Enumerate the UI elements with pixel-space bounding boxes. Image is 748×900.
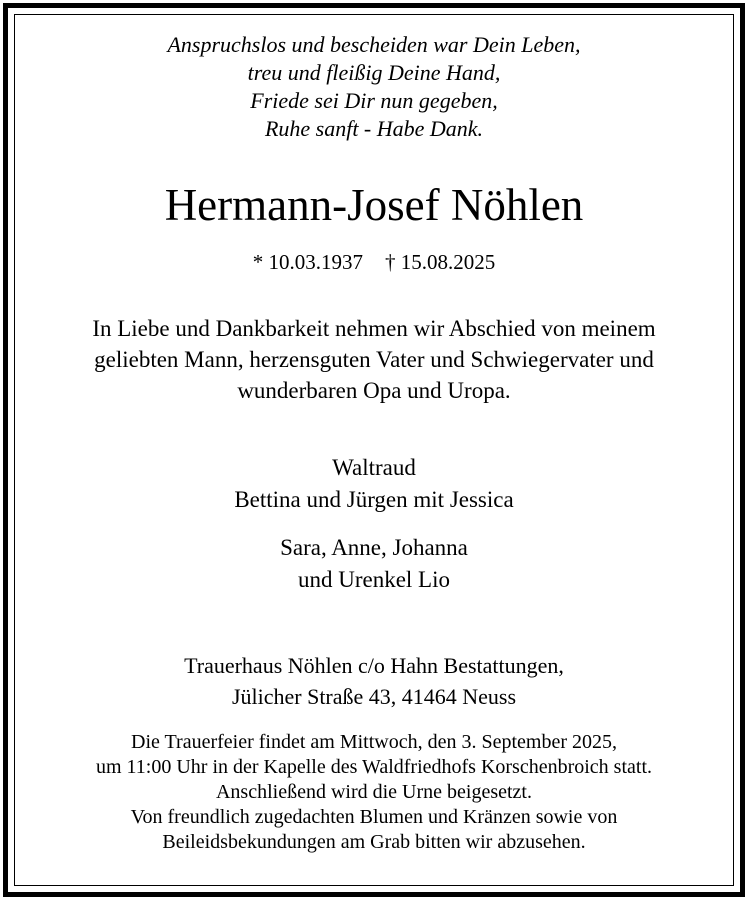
family-group-2 [15, 532, 733, 596]
poem-line-4: Ruhe sanft - Habe Dank. [264, 116, 484, 141]
message-line-1: In Liebe und Dankbarkeit nehmen wir Abschied von meinem [92, 316, 656, 341]
family-group-1 [15, 452, 733, 516]
death-date: † 15.08.2025 [385, 250, 496, 274]
funeral-details [15, 730, 733, 855]
funeral-line-2: um 11:00 Uhr in der Kapelle des Waldfriedhofs Korschenbroich statt. [95, 756, 653, 778]
poem-line-3: Friede sei Dir nun gegeben, [250, 88, 498, 113]
obituary-notice [15, 15, 733, 885]
address-line-2: Jülicher Straße 43, 41464 Neuss [231, 684, 517, 709]
funeral-line-1: Die Trauerfeier findet am Mittwoch, den 3. September 2025, [131, 731, 617, 753]
farewell-message [15, 313, 733, 406]
address-line-1: Trauerhaus Nöhlen c/o Hahn Bestattungen, [184, 653, 564, 678]
funeral-line-5: Beileidsbekundungen am Grab bitten wir abzusehen. [162, 831, 586, 853]
poem-line-2: treu und fleißig Deine Hand, [247, 60, 501, 85]
family-member: Sara, Anne, Johanna [280, 535, 468, 560]
family-member: Waltraud [332, 455, 416, 480]
message-line-2: geliebten Mann, herzensguten Vater und Schwiegervater und [94, 347, 654, 372]
message-line-3: wunderbaren Opa und Uropa. [237, 378, 511, 403]
deceased-name: Hermann-Josef Nöhlen [164, 180, 584, 230]
family-member: Bettina und Jürgen mit Jessica [234, 487, 514, 512]
mourning-house-address [15, 650, 733, 712]
poem-line-1: Anspruchslos und bescheiden war Dein Leben, [167, 32, 581, 57]
funeral-line-4: Von freundlich zugedachten Blumen und Kränzen sowie von [130, 806, 618, 828]
family-member: und Urenkel Lio [297, 567, 450, 592]
memorial-poem [15, 31, 733, 143]
birth-date: * 10.03.1937 [252, 250, 363, 274]
life-dates [15, 248, 733, 276]
funeral-line-3: Anschließend wird die Urne beigesetzt. [215, 781, 532, 803]
